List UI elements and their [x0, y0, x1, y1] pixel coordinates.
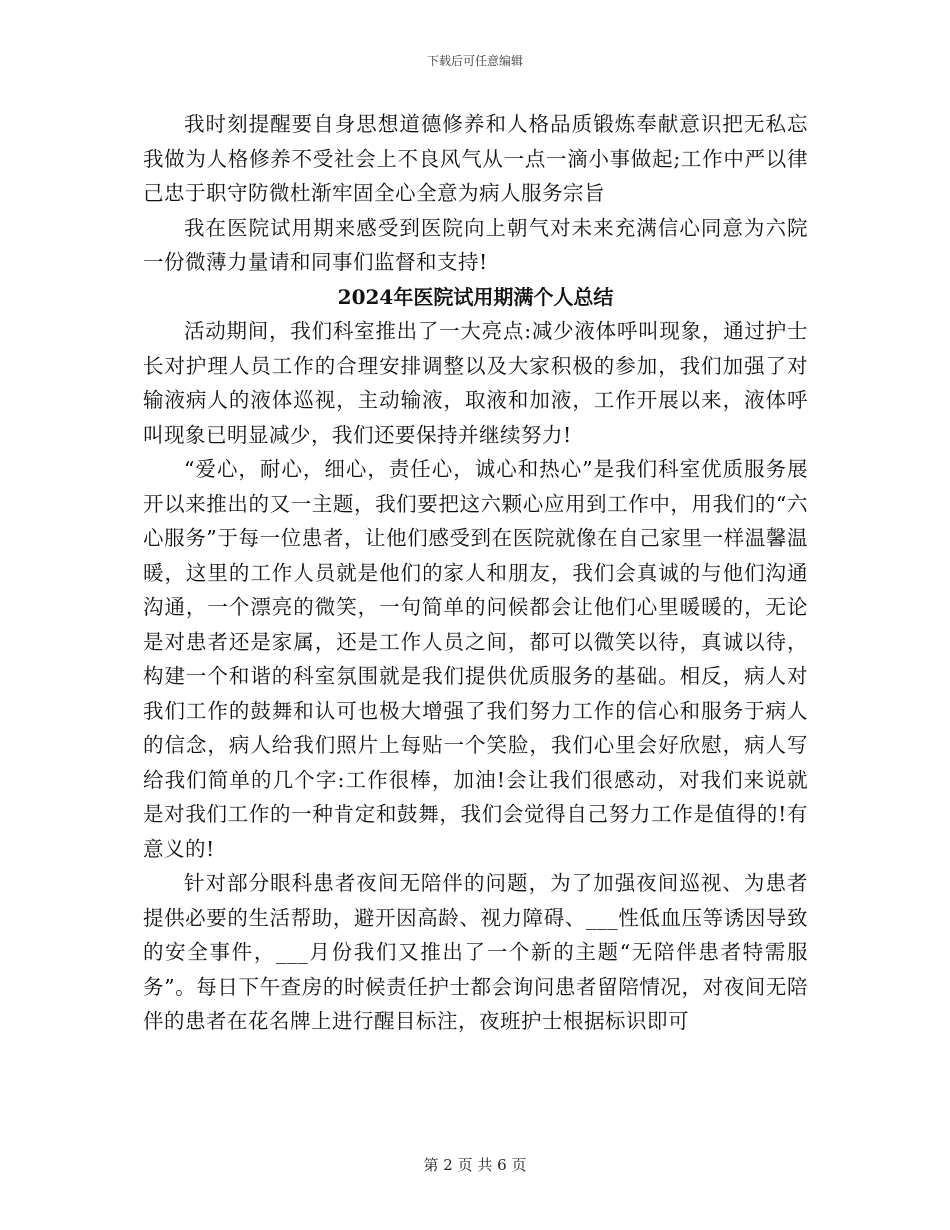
paragraph-3: 活动期间，我们科室推出了一大亮点:减少液体呼叫现象，通过护士长对护理人员工作的合理安排调整以及大家积极的参加，我们加强了对输液病人的液体巡视，主动输液，取液和加液，工作开展以来，液体呼叫现象已明显减少，我们还要保持并继续努力!: [143, 319, 808, 447]
paragraph-1: 我时刻提醒要自身思想道德修养和人格品质锻炼奉献意识把无私忘我做为人格修养不受社会上不良风气从一点一滴小事做起;工作中严以律己忠于职守防微杜渐牢固全心全意为病人服务宗旨: [143, 112, 808, 205]
document-body: [143, 107, 808, 1039]
paragraph-2: 我在医院试用期来感受到医院向上朝气对未来充满信心同意为六院一份微薄力量请和同事们监督和支持!: [143, 215, 808, 274]
paragraph-5: 针对部分眼科患者夜间无陪伴的问题，为了加强夜间巡视、为患者提供必要的生活帮助，避开因高龄、视力障碍、___性低血压等诱因导致的安全事件，___月份我们又推出了一个新的主题“无陪伴患者特需服务”。每日下午查房的时候责任护士都会询问患者留陪情况，对夜间无陪伴的患者在花名牌上进行醒目标注，夜班护士根据标识即可: [143, 871, 808, 1033]
paragraph-4: “爱心，耐心，细心，责任心，诚心和热心”是我们科室优质服务展开以来推出的又一主题，我们要把这六颗心应用到工作中，用我们的“六心服务”于每一位患者，让他们感受到在医院就像在自己家里一样温馨温暖，这里的工作人员就是他们的家人和朋友，我们会真诚的与他们沟通沟通，一个漂亮的微笑，一句简单的问候都会让他们心里暖暖的，无论是对患者还是家属，还是工作人员之间，都可以微笑以待，真诚以待，构建一个和谐的科室氛围就是我们提供优质服务的基础。相反，病人对我们工作的鼓舞和认可也极大增强了我们努力工作的信心和服务于病人的信念，病人给我们照片上每贴一个笑脸，我们心里会好欣慰，病人写给我们简单的几个字:工作很棒，加油!会让我们很感动，对我们来说就是对我们工作的一种肯定和鼓舞，我们会觉得自己努力工作是值得的!有意义的!: [143, 457, 808, 861]
section-title: 2024年医院试用期满个人总结: [337, 284, 614, 309]
page-header: 下载后可任意编辑: [426, 54, 523, 68]
page-footer: 第 2 页 共 6 页: [423, 1156, 527, 1174]
